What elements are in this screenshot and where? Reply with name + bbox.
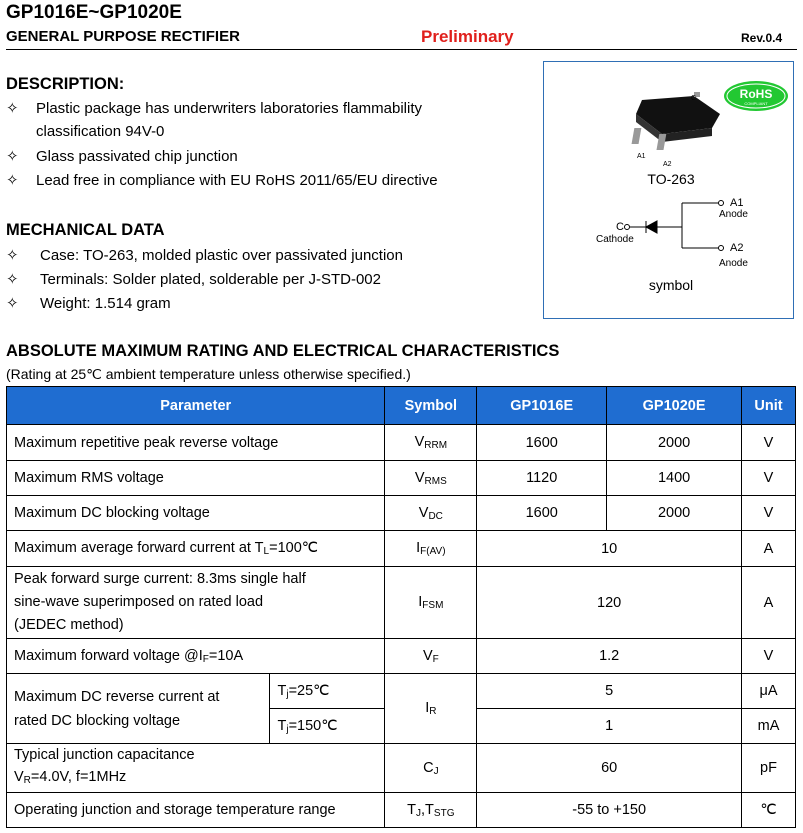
package-panel (543, 61, 794, 319)
row-param: Maximum DC reverse current at rated DC blocking voltage (7, 674, 270, 744)
row-unit: mA (742, 709, 796, 744)
col-header-unit: Unit (742, 387, 796, 425)
row-value-gp1016e: 1600 (477, 425, 607, 461)
row-value: 1 (477, 709, 742, 744)
symbol-anode2-label: Anode (719, 258, 748, 269)
row-unit: pF (742, 744, 796, 793)
row-symbol: $T_J,T_{STG}$ (385, 793, 477, 828)
rohs-badge (724, 81, 788, 111)
row-param: Maximum average forward current at $T_L=100℃$ (7, 531, 385, 567)
row-value: 5 (477, 674, 742, 709)
table-row (7, 639, 796, 674)
pin-a1-label: A1 (637, 153, 646, 160)
row-value: 60 (477, 744, 742, 793)
table-row (7, 744, 796, 793)
pin-c-label: C (691, 95, 697, 102)
header-divider (6, 49, 797, 50)
table-row (7, 461, 796, 496)
row-value: 1.2 (477, 639, 742, 674)
bullet-star-icon: ✧ (6, 100, 19, 117)
row-unit: V (742, 425, 796, 461)
row-unit: V (742, 496, 796, 531)
row-param: Peak forward surge current: 8.3ms single half sine-wave superimposed on rated load (JEDEC method) (7, 567, 385, 639)
table-note: (Rating at 25℃ ambient temperature unless otherwise specified.) (6, 366, 411, 382)
symbol-anode1-label: Anode (719, 209, 748, 220)
row-param: Maximum RMS voltage (7, 461, 385, 496)
row-param: Maximum repetitive peak reverse voltage (7, 425, 385, 461)
mechanical-item: ✧ Case: TO-263, molded plastic over passivated junction (6, 247, 403, 264)
revision-label: Rev.0.4 (741, 31, 783, 45)
table-row (7, 674, 796, 709)
row-unit: A (742, 567, 796, 639)
row-unit: V (742, 461, 796, 496)
to263-package-icon (632, 92, 720, 150)
row-condition: $T_j=25℃$ (270, 674, 385, 709)
row-condition: $T_j=150℃$ (270, 709, 385, 744)
table-row (7, 531, 796, 567)
rohs-label: RoHS (739, 87, 773, 101)
bullet-star-icon: ✧ (6, 271, 19, 288)
row-symbol: $V_{RMS}$ (385, 461, 477, 496)
row-symbol: $I_{FSM}$ (385, 567, 477, 639)
row-symbol: $I_{F(AV)}$ (385, 531, 477, 567)
rohs-small-label: COMPLIANT (744, 101, 768, 106)
table-row (7, 567, 796, 639)
col-header-parameter: Parameter (7, 387, 385, 425)
part-number-title: GP1016E~GP1020E (6, 2, 182, 23)
package-name: TO-263 (647, 171, 695, 187)
description-item-continued: classification 94V-0 (36, 123, 165, 140)
row-value-gp1020e: 2000 (607, 496, 742, 531)
description-item: ✧ Glass passivated chip junction (6, 148, 238, 165)
table-row (7, 496, 796, 531)
row-param: Maximum DC blocking voltage (7, 496, 385, 531)
col-header-symbol: Symbol (385, 387, 477, 425)
row-param: Typical junction capacitance $V_R=4.0V$, f=1MHz (7, 744, 385, 793)
symbol-a1-label: A1 (730, 197, 744, 209)
pin-a2-label: A2 (663, 161, 672, 168)
row-value: -55 to +150 (477, 793, 742, 828)
row-value: 10 (477, 531, 742, 567)
row-value-gp1016e: 1600 (477, 496, 607, 531)
mechanical-heading: MECHANICAL DATA (6, 221, 165, 239)
table-row (7, 793, 796, 828)
description-item: ✧ Plastic package has underwriters laboratories flammability (6, 100, 423, 117)
row-unit: A (742, 531, 796, 567)
row-symbol: $I_R$ (385, 674, 477, 744)
row-unit: V (742, 639, 796, 674)
mechanical-item: ✧ Terminals: Solder plated, solderable per J-STD-002 (6, 271, 381, 288)
row-symbol: $C_J$ (385, 744, 477, 793)
symbol-a2-label: A2 (730, 242, 744, 254)
subtitle: GENERAL PURPOSE RECTIFIER (6, 28, 240, 45)
table-row (7, 425, 796, 461)
row-symbol: $V_F$ (385, 639, 477, 674)
description-item: ✧ Lead free in compliance with EU RoHS 2011/65/EU directive (6, 172, 438, 189)
bullet-star-icon: ✧ (6, 247, 19, 264)
row-param: Operating junction and storage temperature range (7, 793, 385, 828)
ratings-table (6, 386, 796, 828)
row-unit: ℃ (742, 793, 796, 828)
symbol-caption: symbol (648, 277, 694, 293)
description-heading: DESCRIPTION: (6, 75, 125, 93)
symbol-c-label: C (616, 221, 624, 233)
package-drawing (544, 62, 792, 317)
bullet-star-icon: ✧ (6, 172, 19, 189)
row-symbol: $V_{DC}$ (385, 496, 477, 531)
mechanical-item: ✧ Weight: 1.514 gram (6, 295, 171, 312)
diode-symbol-icon (625, 201, 724, 251)
table-title: ABSOLUTE MAXIMUM RATING AND ELECTRICAL CHARACTERISTICS (6, 342, 560, 360)
row-unit: μA (742, 674, 796, 709)
row-value-gp1020e: 2000 (607, 425, 742, 461)
status-label: Preliminary (421, 27, 514, 46)
row-param: Maximum forward voltage $@I_F=10A$ (7, 639, 385, 674)
row-symbol: $V_{RRM}$ (385, 425, 477, 461)
table-header-row (7, 387, 796, 425)
row-value: 120 (477, 567, 742, 639)
row-value-gp1016e: 1120 (477, 461, 607, 496)
col-header-gp1020e: GP1020E (607, 387, 742, 425)
col-header-gp1016e: GP1016E (477, 387, 607, 425)
symbol-cathode-label: Cathode (596, 234, 634, 245)
bullet-star-icon: ✧ (6, 295, 19, 312)
row-value-gp1020e: 1400 (607, 461, 742, 496)
bullet-star-icon: ✧ (6, 148, 19, 165)
